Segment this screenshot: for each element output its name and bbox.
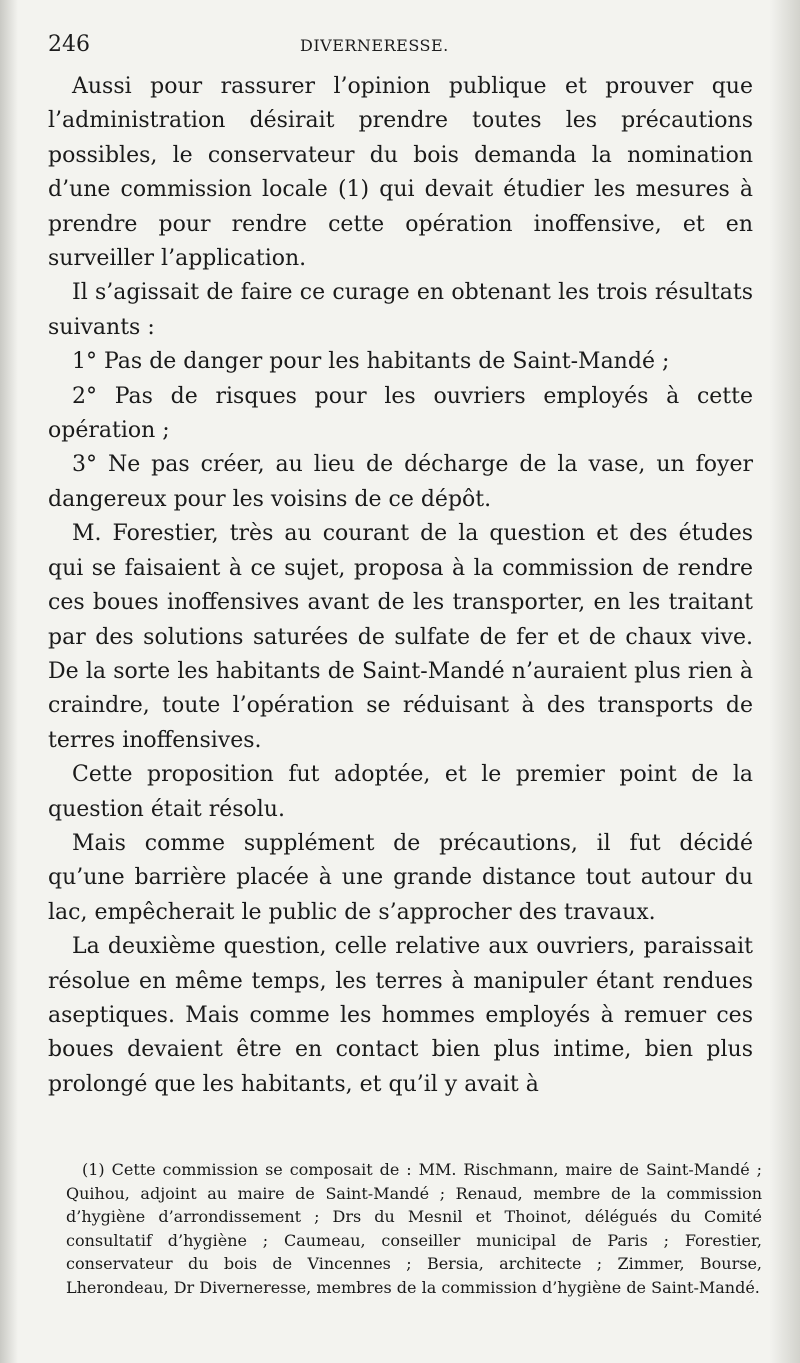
paragraph: 2° Pas de risques pour les ouvriers employés à cette opération ; [48,383,753,444]
page-header [48,32,753,62]
paragraph: 1° Pas de danger pour les habitants de Saint-Mandé ; [72,349,670,375]
paragraph: M. Forestier, très au courant de la question et des études qui se faisaient à ce sujet, proposa à la commission de rendre ces boues inoffensives avant de les transporter, en les traitant par des solutions saturées de sulfate de fer et de chaux vive. De la sorte les habitants de Saint-Mandé n’auraient plus rien à craindre, toute l’opération se réduisant à des transports de terres inoffensives. [48,521,753,753]
running-head: DIVERNERESSE. [300,36,449,55]
paragraph: Aussi pour rassurer l’opinion publique et prouver que l’administration désirait prendre toutes les précautions possibles, le conservateur du bois demanda la nomination d’une commission locale (1) qui devait étudier les mesures à prendre pour rendre cette opération inoffensive, et en surveiller l’application. [48,74,753,272]
page-edge-shadow [0,0,18,1363]
page-edge-shadow [770,0,800,1363]
paragraph: La deuxième question, celle relative aux ouvriers, paraissait résolue en même temps, les terres à manipuler étant rendues aseptiques. Mais comme les hommes employés à remuer ces boues devaient être en contact bien plus intime, bien plus prolongé que les habitants, et qu’il y avait à [48,934,753,1097]
footnote: (1) Cette commission se composait de : MM. Rischmann, maire de Saint-Mandé ; Quihou, adjoint au maire de Saint-Mandé ; Renaud, membre de la commission d’hygiène d’arrondissement ; Drs du Mesnil et Thoinot, délégués du Comité consultatif d’hygiène ; Caumeau, conseiller municipal de Paris ; Forestier, conservateur du bois de Vincennes ; Bersia, architecte ; Zimmer, Bourse, Lherondeau, Dr Diverneresse, membres de la commission d’hygiène de Saint-Mandé. [66,1160,762,1297]
paragraph: 3° Ne pas créer, au lieu de décharge de la vase, un foyer dangereux pour les voisins de ce dépôt. [48,452,753,512]
body-text [48,70,753,1102]
paragraph: Il s’agissait de faire ce curage en obtenant les trois résultats suivants : [48,280,753,340]
paragraph: Mais comme supplément de précautions, il fut décidé qu’une barrière placée à une grande distance tout autour du lac, empêcherait le public de s’approcher des travaux. [48,830,753,925]
page-number: 246 [48,32,90,57]
paragraph: Cette proposition fut adoptée, et le premier point de la question était résolu. [48,762,753,822]
